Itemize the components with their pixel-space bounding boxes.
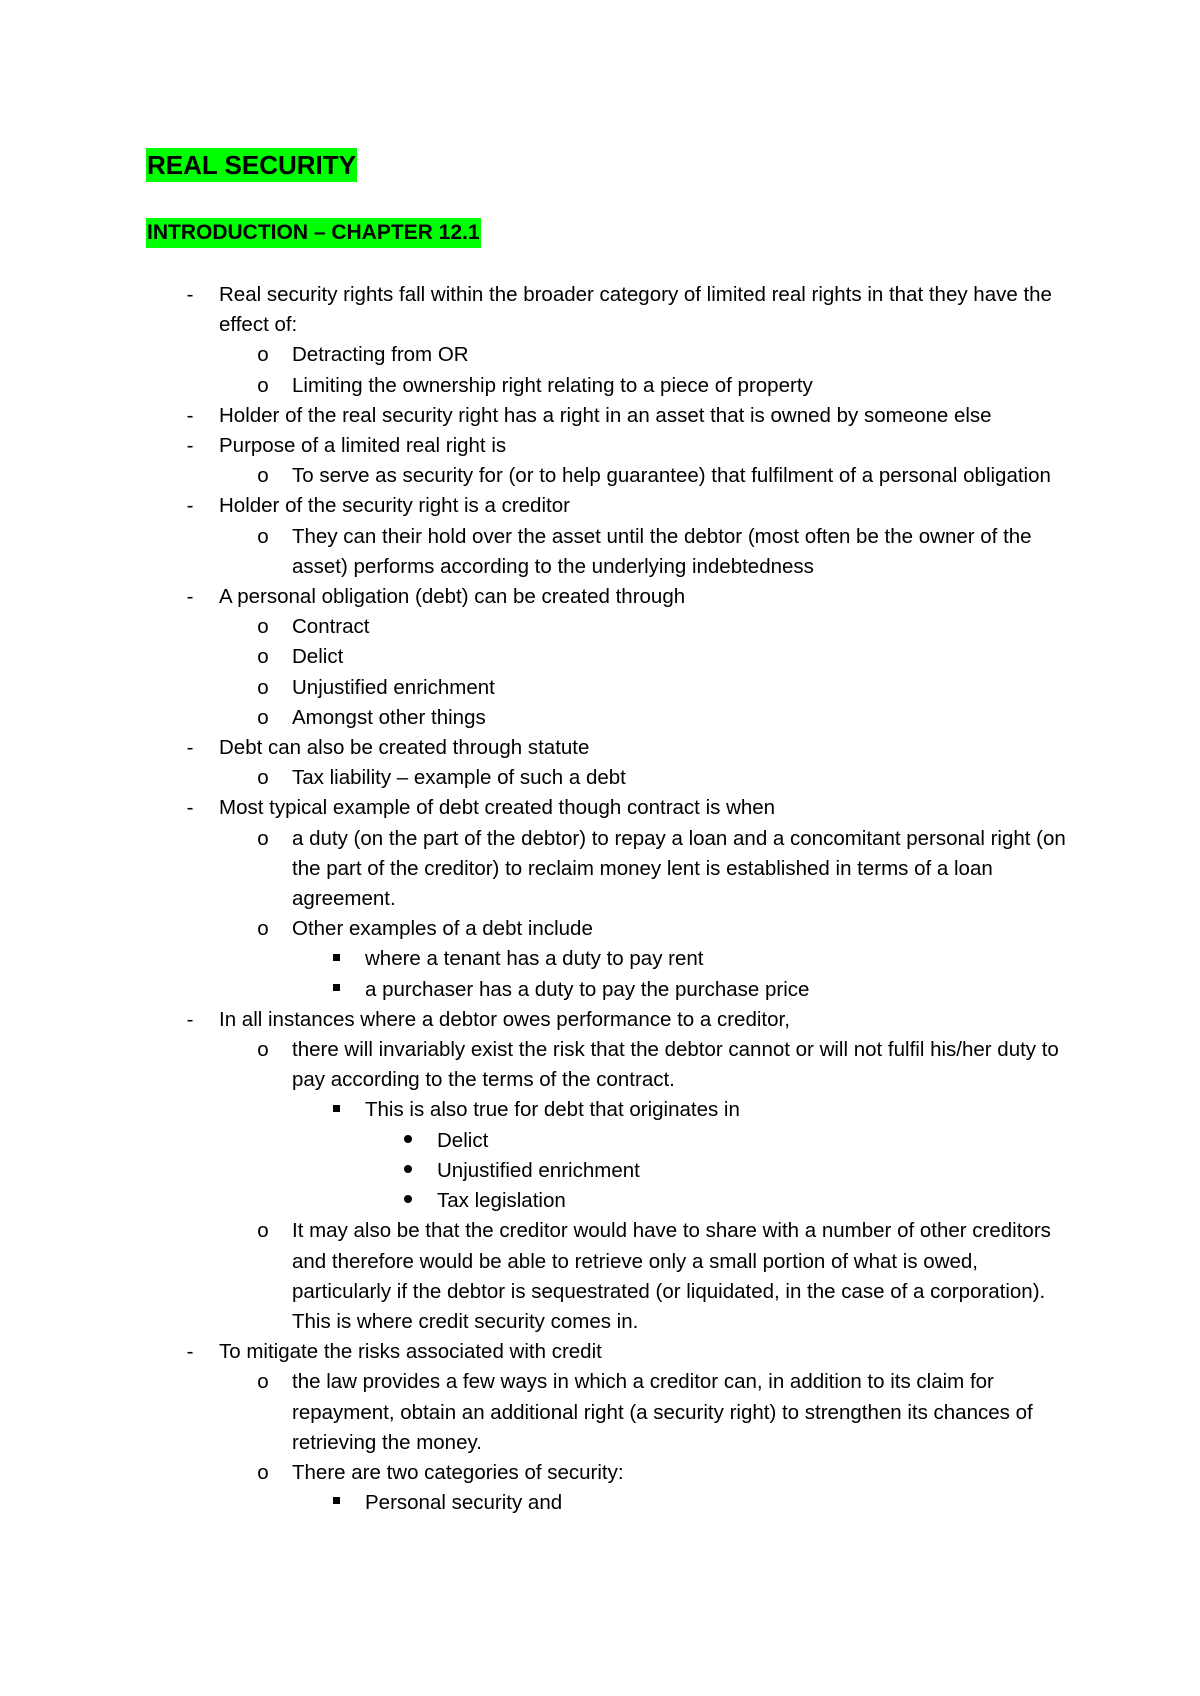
list-item xyxy=(0,280,1060,340)
list-item-text: To mitigate the risks associated with credit xyxy=(219,1340,602,1364)
list-item-text: a duty (on the part of the debtor) to repay a loan and a concomitant personal right (on the part of the creditor) to reclaim money lent is established in terms of a loan agreement. xyxy=(292,826,1066,911)
list-item-text: It may also be that the creditor would have to share with a number of other creditors and therefore would be able to retrieve only a small portion of what is owed, particularly if the debtor is sequestrated (or liquidated, in the case of a corporation). This is where credit security comes in. xyxy=(292,1219,1051,1333)
list-item-text: Purpose of a limited real right is xyxy=(219,434,507,458)
dash-bullet: - xyxy=(186,585,194,609)
list-item xyxy=(0,642,1060,672)
list-item xyxy=(0,1488,1060,1518)
dash-bullet: - xyxy=(186,494,194,518)
round-bullet-icon xyxy=(398,1156,418,1186)
list-item-text: Delict xyxy=(292,645,344,669)
list-item-text: a purchaser has a duty to pay the purchase price xyxy=(365,977,810,1001)
circle-bullet: o xyxy=(257,766,269,790)
list-item-text: Holder of the security right is a creditor xyxy=(219,494,570,518)
list-item-text: There are two categories of security: xyxy=(292,1460,624,1484)
list-item xyxy=(0,793,1060,823)
circle-bullet: o xyxy=(257,1219,269,1243)
list-item-text: They can their hold over the asset until the debtor (most often be the owner of the asset) performs according to the underlying indebtedness xyxy=(292,524,1032,578)
circle-bullet: o xyxy=(257,705,269,729)
list-item-text: Detracting from OR xyxy=(292,343,469,367)
list-item xyxy=(0,1005,1060,1035)
document-title: REAL SECURITY xyxy=(147,150,356,180)
dash-bullet: - xyxy=(186,283,194,306)
list-item xyxy=(0,703,1060,733)
square-bullet-icon xyxy=(326,975,346,1005)
list-item xyxy=(0,1095,1060,1125)
list-item xyxy=(0,673,1060,703)
list-item xyxy=(0,461,1060,491)
list-item-text: This is also true for debt that originates in xyxy=(365,1098,740,1122)
list-item-text: In all instances where a debtor owes performance to a creditor, xyxy=(219,1007,790,1031)
list-item xyxy=(0,1367,1060,1458)
list-item xyxy=(0,612,1060,642)
list-item xyxy=(0,522,1060,582)
list-item-text: Unjustified enrichment xyxy=(437,1158,640,1182)
round-bullet-icon xyxy=(398,1126,418,1156)
circle-bullet: o xyxy=(257,373,269,397)
circle-bullet: o xyxy=(257,1460,269,1484)
square-bullet-icon xyxy=(326,1488,346,1518)
list-item-text: Tax liability – example of such a debt xyxy=(292,766,626,790)
circle-bullet: o xyxy=(257,615,269,639)
dash-bullet: - xyxy=(186,1340,194,1364)
circle-bullet: o xyxy=(257,1370,269,1394)
list-item-text: To serve as security for (or to help guarantee) that fulfilment of a personal obligation xyxy=(292,464,1051,488)
circle-bullet: o xyxy=(257,464,269,488)
dash-bullet: - xyxy=(186,796,194,820)
list-item-text: Unjustified enrichment xyxy=(292,675,495,699)
list-item-text: Amongst other things xyxy=(292,705,486,729)
list-item xyxy=(0,582,1060,612)
list-item-text: the law provides a few ways in which a creditor can, in addition to its claim for repayment, obtain an additional right (a security right) to strengthen its chances of retrieving the money. xyxy=(292,1370,1033,1454)
list-item xyxy=(0,763,1060,793)
list-item xyxy=(0,1035,1060,1095)
list-item-text: Debt can also be created through statute xyxy=(219,736,590,760)
square-bullet-icon xyxy=(326,1095,346,1125)
list-item xyxy=(0,944,1060,974)
list-item-text: Contract xyxy=(292,615,370,639)
list-item xyxy=(0,914,1060,944)
bullet-outline xyxy=(0,280,1200,1518)
dash-bullet: - xyxy=(186,434,194,458)
dash-bullet: - xyxy=(186,736,194,760)
section-heading: INTRODUCTION – CHAPTER 12.1 xyxy=(146,218,481,248)
list-item xyxy=(0,401,1060,431)
list-item-text: Limiting the ownership right relating to a piece of property xyxy=(292,373,813,397)
list-item-text: Delict xyxy=(437,1128,489,1152)
list-item xyxy=(0,733,1060,763)
list-item-text: Most typical example of debt created though contract is when xyxy=(219,796,776,820)
circle-bullet: o xyxy=(257,343,269,367)
circle-bullet: o xyxy=(257,1038,269,1062)
list-item-text: Tax legislation xyxy=(437,1189,566,1213)
list-item xyxy=(0,1156,1060,1186)
list-item xyxy=(0,1126,1060,1156)
list-item xyxy=(0,1458,1060,1488)
list-item-text: Personal security and xyxy=(365,1491,563,1515)
list-item xyxy=(0,1216,1060,1337)
circle-bullet: o xyxy=(257,917,269,941)
dash-bullet: - xyxy=(186,1007,194,1031)
list-item xyxy=(0,491,1060,521)
list-item-text: Other examples of a debt include xyxy=(292,917,593,941)
list-item-text: there will invariably exist the risk that the debtor cannot or will not fulfil his/her duty to pay according to the terms of the contract. xyxy=(292,1038,1059,1092)
circle-bullet: o xyxy=(257,645,269,669)
dash-bullet: - xyxy=(186,403,194,427)
list-item-text: Real security rights fall within the broader category of limited real rights in that they have the effect of: xyxy=(219,283,1052,337)
circle-bullet: o xyxy=(257,826,269,850)
circle-bullet: o xyxy=(257,675,269,699)
square-bullet-icon xyxy=(326,944,346,974)
circle-bullet: o xyxy=(257,524,269,548)
list-item xyxy=(0,431,1060,461)
list-item xyxy=(0,975,1060,1005)
list-item-text: A personal obligation (debt) can be created through xyxy=(219,585,686,609)
list-item xyxy=(0,340,1060,370)
list-item xyxy=(0,824,1066,915)
list-item-text: where a tenant has a duty to pay rent xyxy=(365,947,704,971)
list-item xyxy=(0,1186,1060,1216)
list-item xyxy=(0,371,1060,401)
list-item-text: Holder of the real security right has a right in an asset that is owned by someone else xyxy=(219,403,992,427)
round-bullet-icon xyxy=(398,1186,418,1216)
list-item xyxy=(0,1337,1060,1367)
